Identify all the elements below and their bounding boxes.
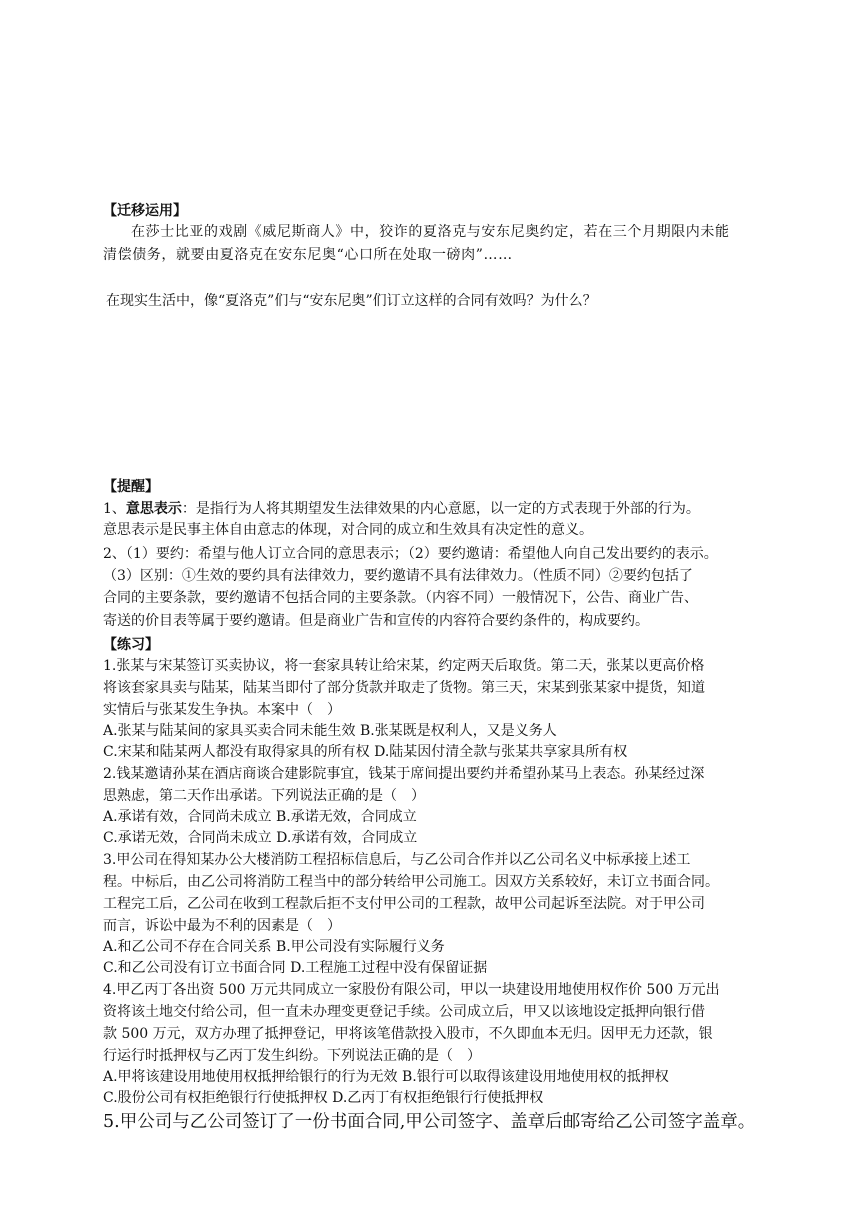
reminder-p1-rest: ：是指行为人将其期望发生法律效果的内心意愿，以一定的方式表现于外部的行为。 bbox=[181, 501, 700, 517]
q5-line-1: 5.甲公司与乙公司签订了一份书面合同,甲公司签字、盖章后邮寄给乙公司签字盖章。 bbox=[103, 1112, 756, 1132]
q2-options-cd: C.承诺无效，合同尚未成立 D.承诺有效，合同成立 bbox=[103, 830, 418, 846]
q3-line-3: 工程完工后，乙公司在收到工程款后拒不支付甲公司的工程款，故甲公司起诉至法院。对于甲公司 bbox=[103, 896, 705, 912]
q1-line-3: 实情后与张某发生争执。本案中（ ） bbox=[103, 702, 341, 718]
q4-options-ab: A.甲将该建设用地使用权抵押给银行的行为无效 B.银行可以取得该建设用地使用权的抵押权 bbox=[103, 1069, 669, 1085]
q3-options-ab: A.和乙公司不存在合同关系 B.甲公司没有实际履行义务 bbox=[103, 939, 445, 955]
q4-line-3: 款 500 万元，双方办理了抵押登记，甲将该笔借款投入股市，不久即血本无归。因甲无力还款，银 bbox=[103, 1026, 713, 1042]
story-line-2: 清偿债务，就要由夏洛克在安东尼奥“心口所在处取一磅肉”…… bbox=[103, 247, 513, 263]
reminder-heading: 【提醒】 bbox=[103, 479, 159, 495]
q4-line-1: 4.甲乙丙丁各出资 500 万元共同成立一家股份有限公司，甲以一块建设用地使用权作价 500 万元出 bbox=[103, 982, 720, 998]
q4-line-4: 行运行时抵押权与乙丙丁发生纠纷。下列说法正确的是（ ） bbox=[103, 1048, 481, 1064]
reminder-p1-term: 意思表示 bbox=[125, 501, 182, 517]
q3-line-4: 而言，诉讼中最为不利的因素是（ ） bbox=[103, 918, 341, 934]
q1-options-ab: A.张某与陆某间的家具买卖合同未能生效 B.张某既是权利人，又是义务人 bbox=[103, 723, 557, 739]
reminder-p2-line1: 2、（1）要约：希望与他人订立合同的意思表示；（2）要约邀请：希望他人向自己发出要约的表示。 bbox=[103, 546, 718, 562]
q2-options-ab: A.承诺有效，合同尚未成立 B.承诺无效，合同成立 bbox=[103, 809, 417, 825]
reminder-p2-line2: （3）区别：①生效的要约具有法律效力，要约邀请不具有法律效力。（性质不同）②要约包括了 bbox=[103, 568, 693, 584]
reminder-p1-prefix: 1、 bbox=[103, 501, 126, 517]
story-line-1: 在莎士比亚的戏剧《威尼斯商人》中，狡诈的夏洛克与安东尼奥约定，若在三个月期限内未能 bbox=[131, 224, 730, 240]
q4-options-cd: C.股份公司有权拒绝银行行使抵押权 D.乙丙丁有权拒绝银行行使抵押权 bbox=[103, 1090, 544, 1106]
q1-line-2: 将该套家具卖与陆某，陆某当即付了部分货款并取走了货物。第三天，宋某到张某家中提货，知道 bbox=[103, 680, 705, 696]
q3-options-cd: C.和乙公司没有订立书面合同 D.工程施工过程中没有保留证据 bbox=[103, 960, 488, 976]
transfer-question: 在现实生活中，像“夏洛克”们与“安东尼奥”们订立这样的合同有效吗？为什么？ bbox=[106, 293, 597, 309]
transfer-heading: 【迁移运用】 bbox=[103, 203, 187, 219]
q1-line-1: 1.张某与宋某签订买卖协议，将一套家具转让给宋某，约定两天后取货。第二天，张某以更高价格 bbox=[103, 658, 705, 674]
q2-line-2: 思熟虑，第二天作出承诺。下列说法正确的是（ ） bbox=[103, 788, 425, 804]
q4-line-2: 资将该土地交付给公司，但一直未办理变更登记手续。公司成立后，甲又以该地设定抵押向银行借 bbox=[103, 1004, 705, 1020]
q3-line-1: 3.甲公司在得知某办公大楼消防工程招标信息后，与乙公司合作并以乙公司名义中标承接上述工 bbox=[103, 852, 691, 868]
reminder-p2-line4: 寄送的价目表等属于要约邀请。但是商业广告和宣传的内容符合要约条件的，构成要约。 bbox=[103, 613, 649, 629]
practice-heading: 【练习】 bbox=[103, 637, 159, 653]
reminder-p1-line1 bbox=[103, 499, 773, 519]
reminder-p1-line2: 意思表示是民事主体自由意志的体现，对合同的成立和生效具有决定性的意义。 bbox=[103, 522, 593, 538]
q3-line-2: 程。中标后，由乙公司将消防工程当中的部分转给甲公司施工。因双方关系较好，未订立书面合同。 bbox=[103, 874, 719, 890]
q2-line-1: 2.钱某邀请孙某在酒店商谈合建影院事宜，钱某于席间提出要约并希望孙某马上表态。孙某经过深 bbox=[103, 766, 705, 782]
reminder-p2-line3: 合同的主要条款，要约邀请不包括合同的主要条款。（内容不同）一般情况下，公告、商业广告、 bbox=[103, 590, 698, 606]
q1-options-cd: C.宋某和陆某两人都没有取得家具的所有权 D.陆某因付清全款与张某共享家具所有权 bbox=[103, 744, 628, 760]
